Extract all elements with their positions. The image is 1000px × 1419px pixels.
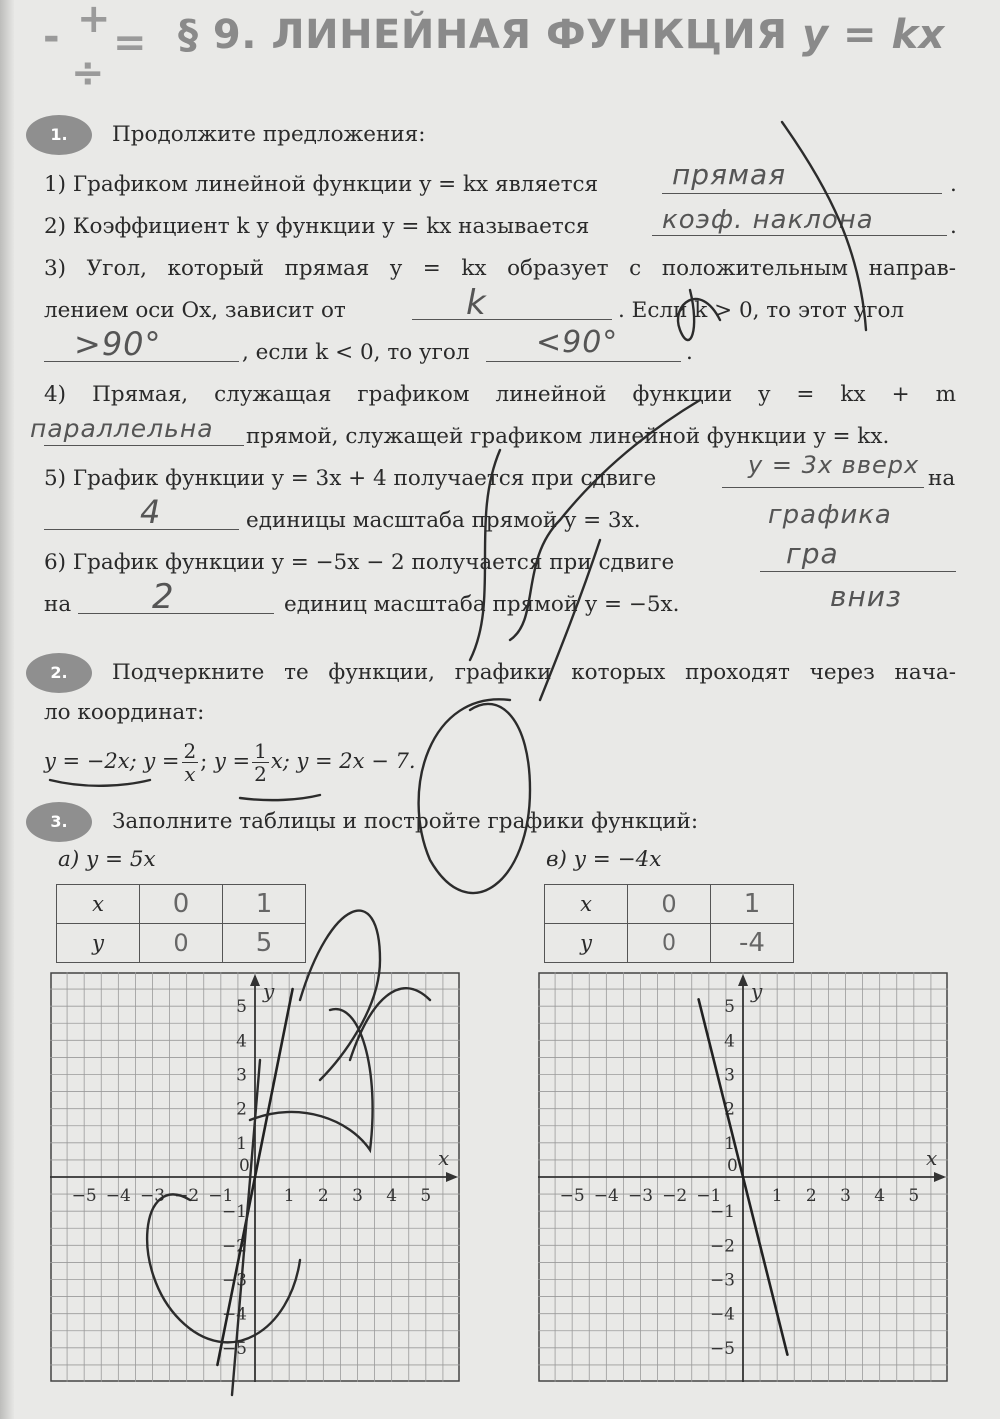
sentence-4-line2: прямой, служащей графиком линейной функции y = kx. (246, 424, 890, 449)
scribble-oval (419, 699, 530, 893)
y-tick-label: 2 (236, 1099, 247, 1120)
sentence-6-start: на (44, 592, 72, 617)
answer-5a-handwritten: y = 3x вверх (748, 451, 920, 479)
x-tick-label: 2 (317, 1186, 329, 1206)
function-1: y = −2x; (44, 749, 137, 773)
y-tick-label: 1 (724, 1133, 735, 1154)
sentence-3-end: . (686, 340, 693, 365)
y-tick-label: 3 (236, 1065, 247, 1086)
plus-symbol: + (77, 2, 111, 42)
table-b-y-0: 0 (628, 924, 711, 963)
sentence-5: 5) График функции y = 3x + 4 получается при сдвиге (44, 466, 657, 491)
scribble-stroke-2 (678, 290, 720, 340)
answer-3a-handwritten: k (466, 283, 487, 323)
scribble-stroke-1 (782, 122, 866, 330)
x-tick-label: 1 (283, 1186, 295, 1206)
x-tick-label: 5 (420, 1186, 432, 1206)
y-tick-label: 5 (236, 997, 247, 1018)
function-2-prefix: y = (143, 749, 180, 773)
sentence-1: 1) Графиком линейной функции y = kx является (44, 172, 599, 197)
table-a-x-1: 1 (223, 885, 306, 924)
x-tick-label: 4 (874, 1186, 886, 1206)
answer-2-handwritten: коэф. наклона (662, 205, 874, 235)
sentence-5-end: на (928, 466, 956, 491)
y-tick-label: 3 (724, 1065, 735, 1086)
sentence-3-line3: , если k < 0, то угол (242, 340, 470, 365)
answer-6c-handwritten: 2 (152, 577, 175, 617)
answer-3c-handwritten: <90° (536, 325, 619, 360)
answer-4-handwritten: параллельна (30, 414, 214, 443)
answer-3b-handwritten: >90° (74, 325, 162, 363)
task-2-badge: 2. (26, 653, 92, 693)
y-tick-label: 1 (236, 1133, 247, 1154)
task-3-intro: Заполните таблицы и постройте графики функций: (112, 809, 699, 834)
x-tick-label: 2 (805, 1186, 817, 1206)
sentence-3-line2b: . Если k > 0, то этот угол (618, 298, 905, 323)
x-tick-label: 3 (840, 1186, 851, 1206)
x-axis-label: x (926, 1146, 938, 1170)
x-tick-label: −4 (593, 1186, 619, 1206)
sentence-3-line2a: лением оси Ox, зависит от (44, 298, 346, 323)
y-tick-label: −2 (709, 1236, 735, 1257)
scribble-stroke-9 (250, 1009, 373, 1150)
table-b-x-1: 1 (711, 885, 794, 924)
underline-function-3 (240, 795, 320, 800)
y-axis-label: y (263, 979, 275, 1003)
y-tick-label: −3 (221, 1270, 247, 1291)
sentence-1-end: . (950, 172, 957, 197)
task-3a-label: а) y = 5x (58, 847, 156, 872)
table-a-y-label: y (57, 924, 140, 963)
x-tick-label: −1 (696, 1186, 722, 1206)
x-tick-label: −3 (627, 1186, 654, 1206)
task-1-intro: Продолжите предложения: (112, 122, 426, 147)
scribble-stroke-10 (147, 1194, 300, 1342)
table-a-y-0: 0 (140, 924, 223, 963)
x-tick-label: −5 (559, 1186, 585, 1206)
origin-label: 0 (727, 1156, 738, 1176)
scribble-stroke-4 (470, 450, 500, 660)
x-tick-label: −2 (662, 1186, 688, 1206)
y-tick-label: −5 (709, 1338, 735, 1359)
task-1-badge: 1. (26, 115, 92, 155)
y-axis-label: y (751, 979, 763, 1003)
y-tick-label: −2 (221, 1236, 247, 1257)
origin-label: 0 (239, 1156, 250, 1176)
task-3b-label: в) y = −4x (546, 847, 662, 872)
scribble-stroke-3 (560, 400, 700, 520)
y-tick-label: −5 (221, 1338, 247, 1359)
answer-5b-handwritten: 4 (140, 493, 162, 531)
x-tick-label: 3 (352, 1186, 363, 1206)
table-a-x-label: x (57, 885, 140, 924)
function-2-fraction: $\frac{2}{x}$ (183, 739, 197, 786)
y-tick-label: 4 (236, 1031, 247, 1052)
answer-6b-handwritten: вниз (830, 580, 902, 613)
table-b-y-label: y (545, 924, 628, 963)
sentence-2-end: . (950, 214, 957, 239)
minus-symbol: - (43, 14, 60, 60)
scribble-stroke-6 (540, 540, 600, 700)
x-tick-label: 1 (771, 1186, 783, 1206)
task-2-line1: Подчеркните те функции, графики которых проходят через нача- (112, 660, 956, 685)
sentence-3-line1: 3) Угол, который прямая y = kx образует с положительным направ- (44, 256, 956, 281)
task-2-line2: ло координат: (44, 700, 205, 725)
x-tick-label: 4 (386, 1186, 398, 1206)
x-tick-label: −5 (71, 1186, 97, 1206)
task-3-badge: 3. (26, 802, 92, 842)
y-tick-label: −4 (221, 1304, 247, 1325)
sentence-6-line2: единиц масштаба прямой y = −5x. (284, 592, 680, 617)
underline-function-1 (50, 780, 150, 786)
sentence-2: 2) Коэффициент k у функции y = kx называется (44, 214, 590, 239)
answer-6a-handwritten: гра (786, 537, 839, 570)
scribble-stroke-5 (510, 520, 560, 640)
x-tick-label: −4 (105, 1186, 131, 1206)
table-a-x-0: 0 (140, 885, 223, 924)
title-formula: y = kx (802, 12, 945, 58)
y-tick-label: −3 (709, 1270, 735, 1291)
y-tick-label: −4 (709, 1304, 735, 1325)
y-tick-label: −1 (709, 1202, 735, 1223)
x-tick-label: 5 (908, 1186, 920, 1206)
x-tick-label: −2 (174, 1186, 200, 1206)
function-3-fraction: $\frac{1}{2}$ (254, 739, 267, 786)
table-b-y-1: -4 (711, 924, 794, 963)
y-tick-label: 5 (724, 997, 735, 1018)
task-2-functions: y = −2x; y = $\frac{2}{x}$ ; y = $\frac{1}{2}$ x; y = 2x − 7. (44, 739, 416, 786)
y-tick-label: 2 (724, 1099, 735, 1120)
sentence-4-line1: 4) Прямая, служащая графиком линейной функции y = kx + m (44, 382, 956, 407)
table-b-x-label: x (545, 885, 628, 924)
table-a-y-1: 5 (223, 924, 306, 963)
y-tick-label: −1 (221, 1202, 247, 1223)
scribble-stroke-11 (232, 1060, 260, 1395)
answer-1-handwritten: прямая (672, 158, 787, 191)
table-b-x-0: 0 (628, 885, 711, 924)
function-3-prefix: y = (214, 749, 251, 773)
x-axis-label: x (438, 1146, 450, 1170)
divide-symbol: ÷ (71, 50, 105, 92)
y-tick-label: 4 (724, 1031, 735, 1052)
answer-5c-handwritten: графика (768, 500, 892, 530)
x-tick-label: −3 (139, 1186, 166, 1206)
sentence-5-line2: единицы масштаба прямой y = 3x. (246, 508, 641, 533)
function-4: y = 2x − 7. (296, 749, 416, 773)
equals-symbol: = (113, 20, 147, 66)
x-tick-label: −1 (208, 1186, 234, 1206)
page-title: § 9. ЛИНЕЙНАЯ ФУНКЦИЯ y = kx (178, 12, 945, 58)
sentence-6: 6) График функции y = −5x − 2 получается при сдвиге (44, 550, 675, 575)
